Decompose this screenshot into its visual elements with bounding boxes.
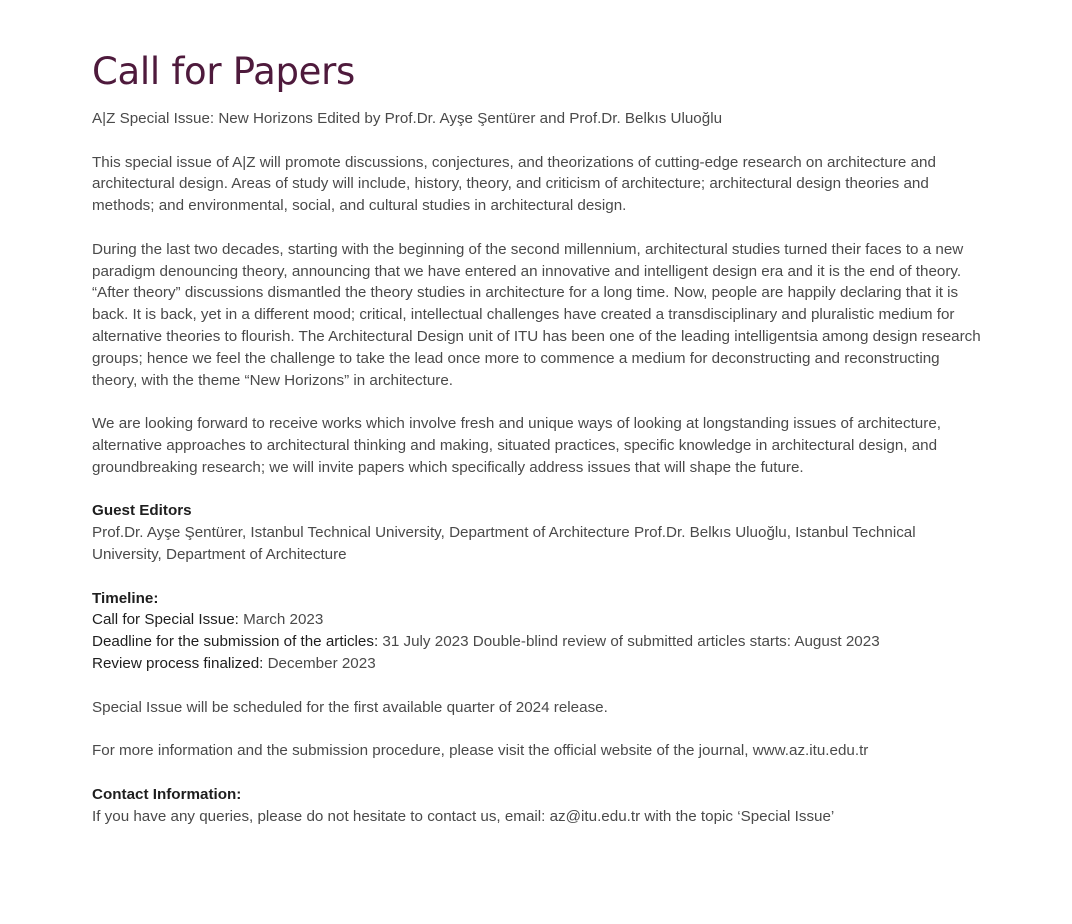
paragraph-intro: This special issue of A|Z will promote discussions, conjectures, and theorizations of cutting-edge research on architecture and architectural design. Areas of study will include, history, theory, and criticism of architecture; architectural design theories and methods; and environmental, social, and cultural studies in architectural design. (92, 153, 936, 215)
contact-text: If you have any queries, please do not hesitate to contact us, email: az@itu.edu.tr with the topic ‘Special Issue’ (92, 807, 835, 825)
more-info-text: For more information and the submission procedure, please visit the official website of the journal, www.az.itu.edu.tr (92, 742, 869, 760)
spacer (92, 391, 982, 413)
spacer (92, 675, 982, 697)
schedule-note: Special Issue will be scheduled for the first available quarter of 2024 release. (92, 698, 608, 716)
timeline-item-review (92, 653, 982, 675)
contact-heading: Contact Information: (92, 785, 242, 803)
guest-editors-heading: Guest Editors (92, 502, 192, 520)
paragraph-invitation: We are looking forward to receive works which involve fresh and unique ways of looking at longstanding issues of architecture, alternative approaches to architectural thinking and making, situated practices, specific knowledge in architectural design, and groundbreaking research; we will invite papers which specifically address issues that will shape the future. (92, 415, 941, 476)
timeline-value: March 2023 (238, 611, 324, 629)
spacer (92, 479, 982, 501)
spacer (92, 762, 982, 784)
timeline-item-deadline (92, 631, 982, 653)
timeline-heading: Timeline: (92, 589, 159, 607)
issue-subtitle: A|Z Special Issue: New Horizons Edited by Prof.Dr. Ayşe Şentürer and Prof.Dr. Belkıs Uluoğlu (92, 110, 723, 127)
guest-editors-text: Prof.Dr. Ayşe Şentürer, Istanbul Technical University, Department of Architecture Prof.Dr. Belkıs Uluoğlu, Istanbul Technical University, Department of Architecture (92, 524, 916, 563)
spacer (92, 718, 982, 740)
timeline-label: Call for Special Issue: (92, 611, 239, 629)
paragraph-background: During the last two decades, starting with the beginning of the second millennium, architectural studies turned their faces to a new paradigm denouncing theory, announcing that we have entered an innovative and intelligent design era and it is the end of theory. “After theory” discussions dismantled the theory studies in architecture for a long time. Now, people are happily declaring that it is back. It is back, yet in a different mood; critical, intellectual challenges have created a transdisciplinary and pluralistic medium for alternative theories to flourish. The Architectural Design unit of ITU has been one of the leading intelligentsia among design research groups; hence we feel the challenge to take the lead once more to commence a medium for deconstructing and reconstructing theory, with the theme “New Horizons” in architecture. (92, 240, 981, 389)
spacer (92, 566, 982, 588)
spacer (92, 217, 982, 239)
call-for-papers-document (92, 46, 982, 827)
timeline-label: Review process finalized: (92, 654, 264, 672)
spacer (92, 130, 982, 152)
timeline-item-call (92, 609, 982, 631)
timeline-value: December 2023 (263, 654, 376, 672)
page-title: Call for Papers (92, 50, 356, 93)
timeline-value: 31 July 2023 Double-blind review of submitted articles starts: August 2023 (378, 633, 880, 651)
timeline-label: Deadline for the submission of the articles: (92, 633, 379, 651)
